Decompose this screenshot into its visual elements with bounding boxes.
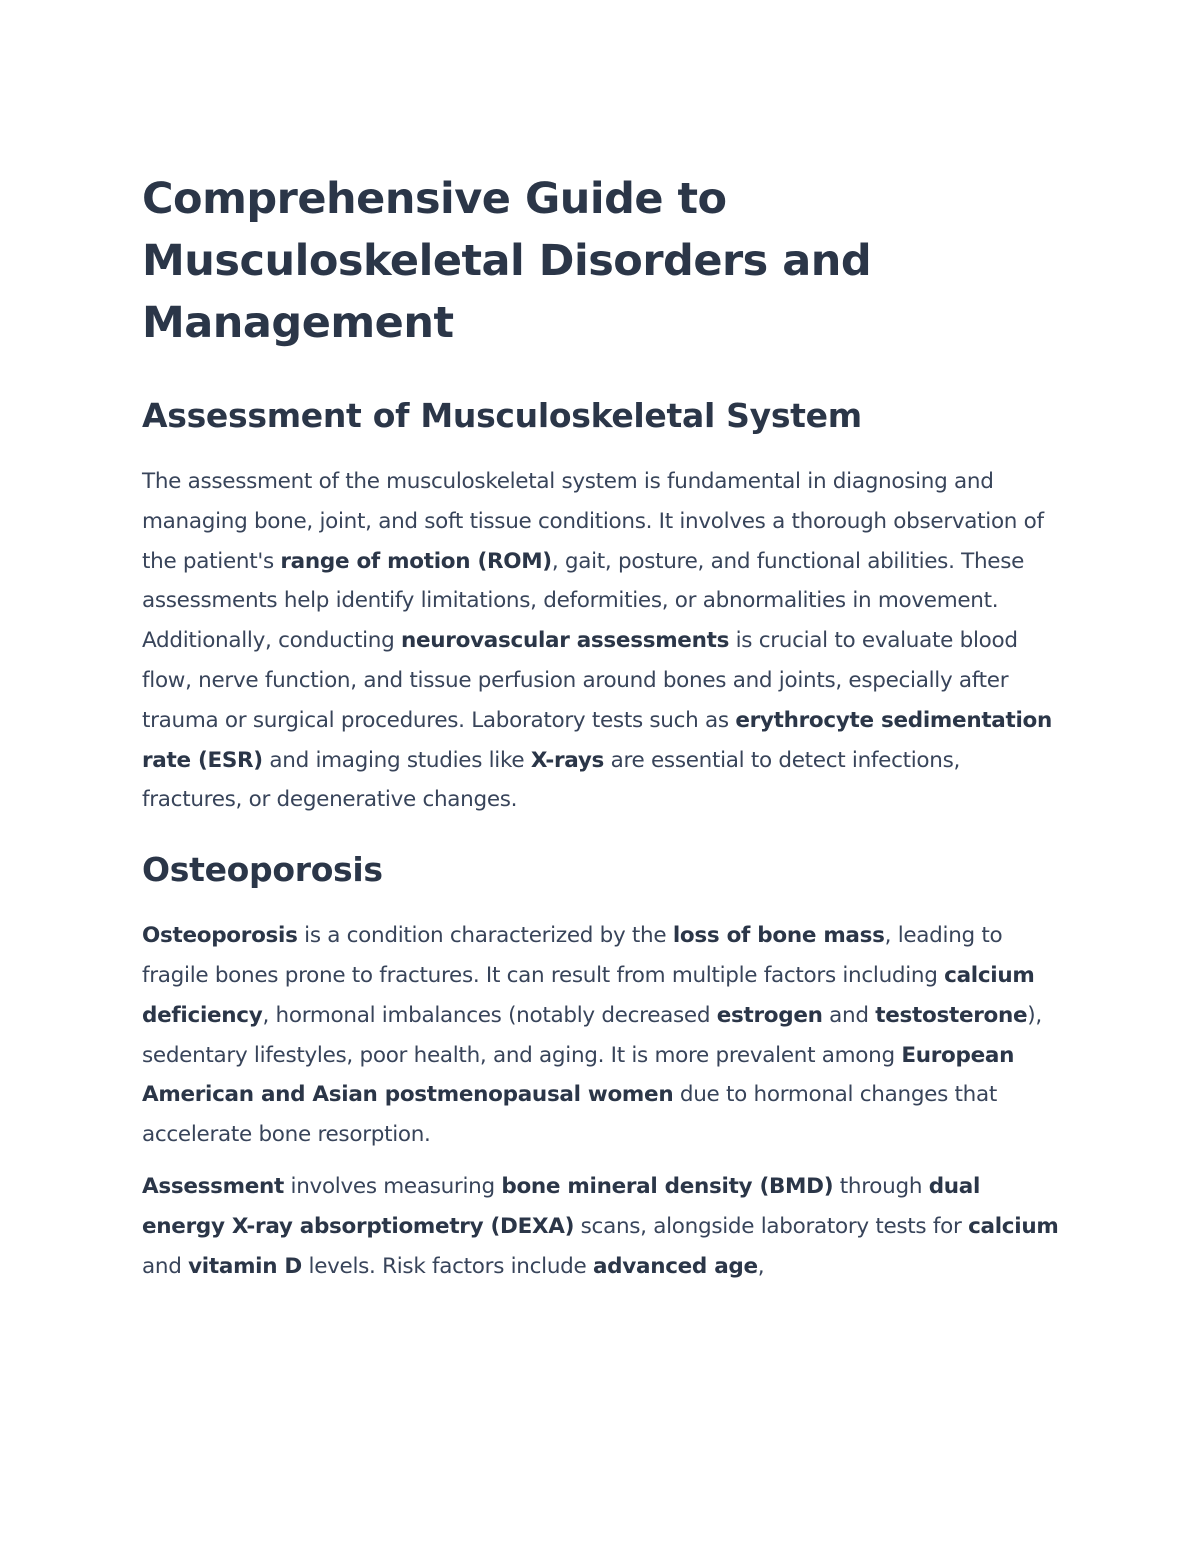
bold-term: bone mineral density (BMD) (501, 1173, 834, 1199)
text-run: are essential to detect infections, fractures, or degenerative changes. (142, 747, 961, 813)
section-heading-assessment: Assessment of Musculoskeletal System (142, 396, 862, 435)
section-heading-osteoporosis: Osteoporosis (142, 850, 383, 890)
bold-term: vitamin D (188, 1253, 302, 1279)
text-run: involves measuring (283, 1173, 502, 1199)
bold-term: Osteoporosis (142, 923, 298, 949)
bold-term: erythrocyte sedimentation rate (ESR) (142, 707, 1053, 773)
text-run: , gait, posture, and functional abilities. These assessments help identify limitations, deformities, or abnormalities in movement. Additionally, conducting (142, 548, 1025, 654)
document-page (142, 168, 1062, 1286)
text-run: and imaging studies like (262, 747, 531, 773)
bold-term: X-rays (530, 747, 605, 773)
text-run: through (833, 1173, 929, 1199)
text-run: The assessment of the musculoskeletal system is fundamental in diagnosing and managing bone, joint, and soft tissue conditions. It involves a thorough observation of the patient's (142, 469, 1044, 574)
bold-term: loss of bone mass (672, 923, 885, 949)
paragraph-osteoporosis-intro (142, 916, 1062, 1155)
bold-term: calcium (968, 1213, 1059, 1239)
bold-term: range of motion (ROM) (280, 548, 552, 574)
document-title: Comprehensive Guide to Musculoskeletal Disorders and Management (142, 174, 872, 348)
bold-term: Assessment (142, 1173, 284, 1199)
text-run: and (822, 1002, 876, 1028)
bold-term: neurovascular assessments (401, 628, 730, 654)
text-run: , hormonal imbalances (notably decreased (262, 1002, 717, 1028)
text-run: scans, alongside laboratory tests for (574, 1213, 969, 1239)
text-run: and (142, 1253, 189, 1279)
bold-term: dual energy X-ray absorptiometry (DEXA) (142, 1173, 981, 1239)
paragraph-osteoporosis-assessment (142, 1167, 1062, 1286)
text-run: ), sedentary lifestyles, poor health, and aging. It is more prevalent among (142, 1002, 1042, 1068)
bold-term: testosterone (875, 1002, 1028, 1028)
text-run: is crucial to evaluate blood flow, nerve function, and tissue perfusion around bones and joints, especially after trauma or surgical procedures. Laboratory tests such as (142, 628, 1018, 733)
text-run: is a condition characterized by the (297, 923, 673, 949)
bold-term: advanced age (592, 1253, 758, 1279)
bold-term: European American and Asian postmenopausal women (142, 1042, 1015, 1108)
text-run: , leading to fragile bones prone to fractures. It can result from multiple factors including (142, 923, 1003, 988)
text-run: due to hormonal changes that accelerate bone resorption. (142, 1082, 997, 1148)
text-run: levels. Risk factors include (301, 1253, 593, 1279)
bold-term: estrogen (716, 1002, 823, 1028)
paragraph-assessment (142, 462, 1062, 820)
bold-term: calcium deficiency (142, 962, 1035, 1028)
text-run: , (757, 1253, 765, 1279)
